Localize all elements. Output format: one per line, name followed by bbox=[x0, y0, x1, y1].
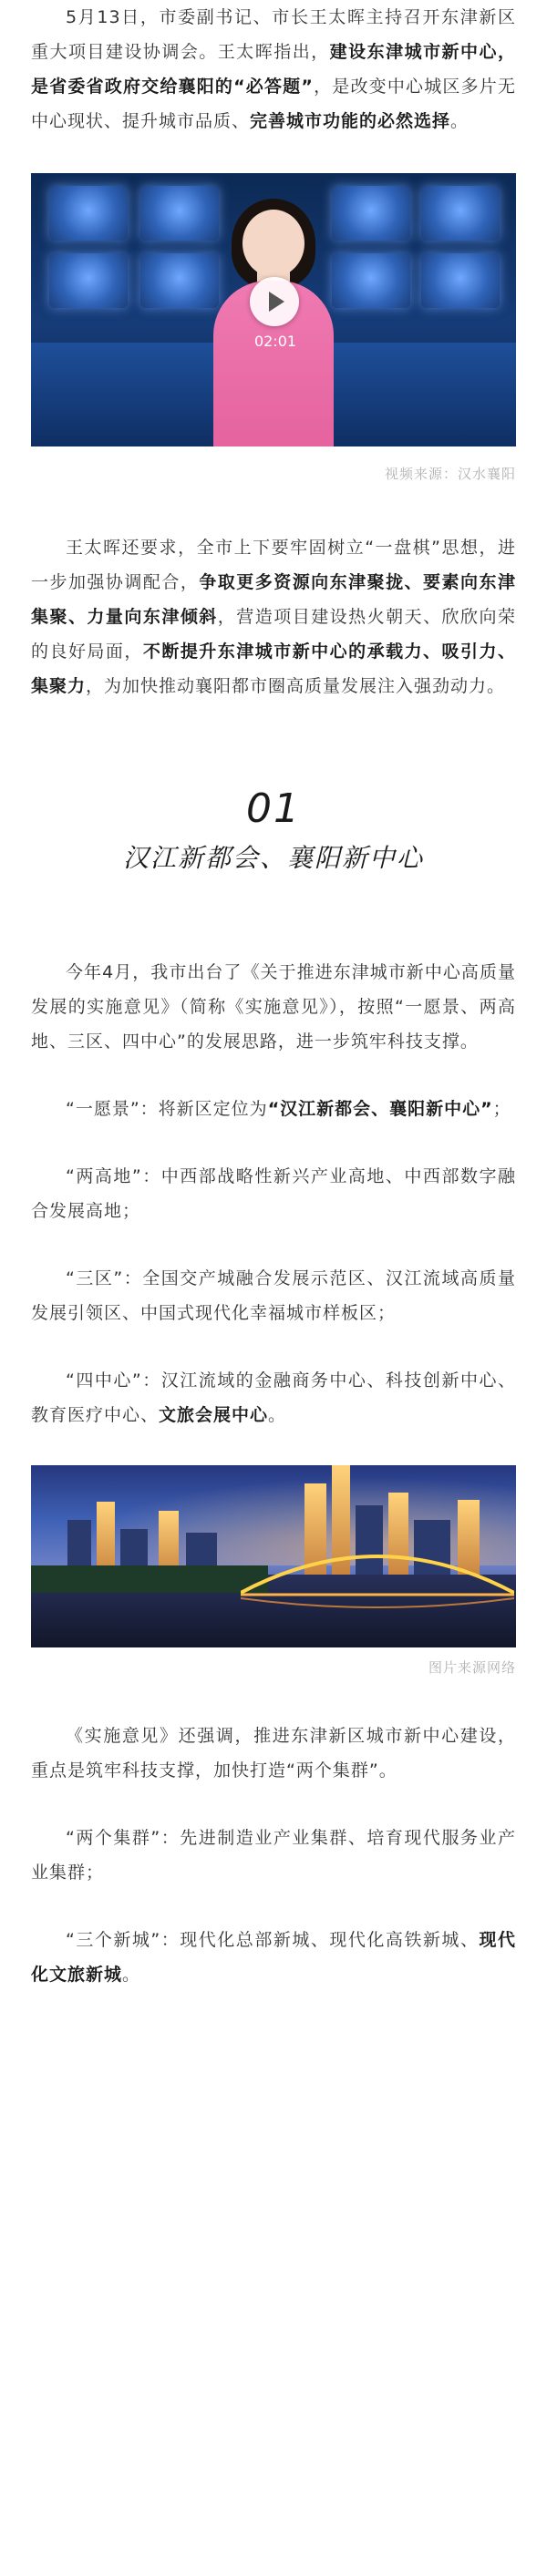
intro-paragraph bbox=[31, 0, 516, 139]
text: ，营造项目建设热火朝天、欣欣向荣的良好局面， bbox=[31, 607, 516, 662]
paragraph-three-new-cities bbox=[31, 1923, 516, 1992]
section-number: 01 bbox=[246, 785, 301, 832]
text: 。 bbox=[268, 1405, 287, 1425]
paragraph-clusters-intro bbox=[31, 1719, 516, 1788]
video-player[interactable] bbox=[31, 173, 516, 446]
text: 5月13日，市委副书记、市长王太晖主持召开东津新区重大项目建设协调会。王太晖指出， bbox=[31, 7, 516, 62]
text: 王太晖还要求，全市上下要牢固树立“一盘棋”思想，进一步加强协调配合， bbox=[31, 538, 516, 592]
text: 。 bbox=[122, 1965, 141, 1985]
text: ； bbox=[492, 1099, 511, 1119]
text: “三区”：全国交产城融合发展示范区、汉江流域高质量发展引领区、中国式现代化幸福城市样板区； bbox=[31, 1268, 516, 1323]
text: 今年4月，我市出台了《关于推进东津城市新中心高质量发展的实施意见》（简称《实施意见》），按照“一愿景、两高地、三区、四中心”的发展思路，进一步筑牢科技支撑。 bbox=[31, 962, 516, 1052]
text: 。 bbox=[450, 111, 470, 131]
bold-text: 现代化文旅新城 bbox=[31, 1930, 516, 1985]
paragraph-2 bbox=[31, 530, 516, 703]
text: “两个集群”：先进制造业产业集群、培育现代服务业产业集群； bbox=[31, 1828, 516, 1883]
video-duration: 02:01 bbox=[253, 333, 297, 350]
text: “一愿景”：将新区定位为 bbox=[66, 1099, 268, 1119]
section-title: 汉江新都会、襄阳新中心 bbox=[122, 843, 424, 873]
bold-text: 文旅会展中心 bbox=[159, 1405, 269, 1425]
bold-text: 建设东津城市新中心，是省委省政府交给襄阳的“必答题” bbox=[31, 42, 516, 97]
play-icon[interactable] bbox=[250, 277, 299, 326]
bold-text: 完善城市功能的必然选择 bbox=[250, 111, 451, 131]
paragraph-vision bbox=[31, 1092, 516, 1126]
paragraph-two-clusters bbox=[31, 1821, 516, 1890]
bold-text: 不断提升东津城市新中心的承载力、吸引力、集聚力 bbox=[31, 641, 516, 696]
news-anchor-face bbox=[243, 210, 304, 277]
paragraph-three-zones bbox=[31, 1261, 516, 1330]
text: ，是改变中心城区多片无中心现状、提升城市品质、 bbox=[31, 77, 516, 131]
text: “两高地”：中西部战略性新兴产业高地、中西部数字融合发展高地； bbox=[31, 1166, 516, 1221]
paragraph-3 bbox=[31, 955, 516, 1059]
text: 《实施意见》还强调，推进东津新区城市新中心建设，重点是筑牢科技支撑，加快打造“两个集群”。 bbox=[31, 1726, 516, 1781]
bold-text: 争取更多资源向东津聚拢、要素向东津集聚、力量向东津倾斜 bbox=[31, 572, 516, 627]
city-night-photo bbox=[31, 1465, 516, 1647]
paragraph-four-centers bbox=[31, 1363, 516, 1432]
bridge-illustration bbox=[241, 1529, 514, 1611]
photo-caption: 图片来源网络 bbox=[428, 1659, 516, 1676]
video-caption: 视频来源：汉水襄阳 bbox=[384, 466, 516, 482]
text: “三个新城”：现代化总部新城、现代化高铁新城、 bbox=[66, 1930, 480, 1950]
text: ，为加快推动襄阳都市圈高质量发展注入强劲动力。 bbox=[86, 676, 506, 696]
paragraph-highlands bbox=[31, 1159, 516, 1228]
bold-text: “汉江新都会、襄阳新中心” bbox=[267, 1099, 493, 1119]
text: “四中心”：汉江流域的金融商务中心、科技创新中心、教育医疗中心、 bbox=[31, 1370, 516, 1425]
